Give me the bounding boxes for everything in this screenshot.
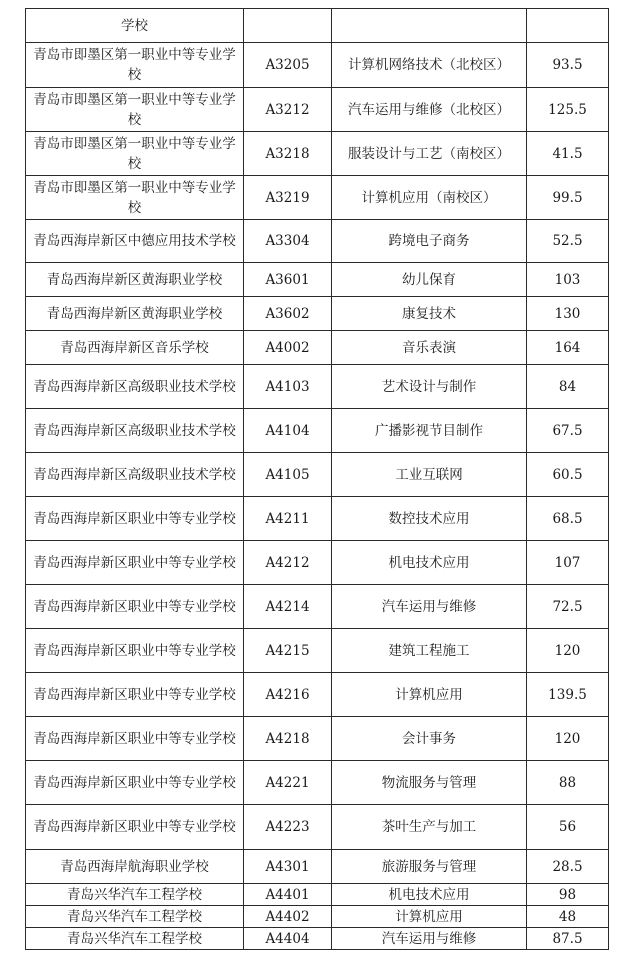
- table-row: [26, 541, 609, 585]
- score-cell: 41.5: [527, 132, 609, 176]
- major-cell: 艺术设计与制作: [332, 365, 527, 409]
- code-cell: A4103: [244, 365, 332, 409]
- table-row: [26, 365, 609, 409]
- table-row: [26, 585, 609, 629]
- table-row: [26, 805, 609, 850]
- code-cell: A4301: [244, 850, 332, 884]
- school-cell: 青岛西海岸新区高级职业技术学校: [26, 409, 244, 453]
- code-cell: A4212: [244, 541, 332, 585]
- score-cell: 164: [527, 331, 609, 365]
- score-cell: 93.5: [527, 43, 609, 88]
- major-cell: 计算机应用（南校区）: [332, 176, 527, 220]
- score-cell: 130: [527, 297, 609, 331]
- score-cell: 98: [527, 884, 609, 906]
- code-cell: A4214: [244, 585, 332, 629]
- table-row: [26, 717, 609, 761]
- score-cell: [527, 9, 609, 43]
- code-cell: A3205: [244, 43, 332, 88]
- code-cell: A3601: [244, 263, 332, 297]
- major-cell: 广播影视节目制作: [332, 409, 527, 453]
- school-cell: 青岛西海岸新区职业中等专业学校: [26, 541, 244, 585]
- code-cell: A4104: [244, 409, 332, 453]
- code-cell: A4211: [244, 497, 332, 541]
- code-cell: A4216: [244, 673, 332, 717]
- major-cell: 会计事务: [332, 717, 527, 761]
- score-cell: 103: [527, 263, 609, 297]
- major-cell: 服装设计与工艺（南校区）: [332, 132, 527, 176]
- table-row: [26, 176, 609, 220]
- major-cell: 旅游服务与管理: [332, 850, 527, 884]
- table-row: [26, 884, 609, 906]
- score-cell: 28.5: [527, 850, 609, 884]
- major-cell: 建筑工程施工: [332, 629, 527, 673]
- school-cell: 学校: [26, 9, 244, 43]
- school-cell: 青岛市即墨区第一职业中等专业学校: [26, 43, 244, 88]
- school-cell: 青岛市即墨区第一职业中等专业学校: [26, 132, 244, 176]
- code-cell: A4404: [244, 928, 332, 950]
- table-row: [26, 629, 609, 673]
- school-cell: 青岛兴华汽车工程学校: [26, 884, 244, 906]
- major-cell: 物流服务与管理: [332, 761, 527, 805]
- code-cell: A4401: [244, 884, 332, 906]
- score-cell: 125.5: [527, 88, 609, 132]
- school-cell: 青岛西海岸新区职业中等专业学校: [26, 585, 244, 629]
- code-cell: A3304: [244, 220, 332, 263]
- major-cell: 机电技术应用: [332, 541, 527, 585]
- major-cell: 幼儿保育: [332, 263, 527, 297]
- table-row: [26, 331, 609, 365]
- code-cell: A3219: [244, 176, 332, 220]
- school-cell: 青岛兴华汽车工程学校: [26, 928, 244, 950]
- school-cell: 青岛西海岸新区职业中等专业学校: [26, 805, 244, 850]
- code-cell: [244, 9, 332, 43]
- score-cell: 48: [527, 906, 609, 928]
- school-cell: 青岛西海岸新区高级职业技术学校: [26, 365, 244, 409]
- school-cell: 青岛西海岸新区音乐学校: [26, 331, 244, 365]
- score-cell: 56: [527, 805, 609, 850]
- school-cell: 青岛西海岸新区职业中等专业学校: [26, 497, 244, 541]
- school-cell: 青岛西海岸新区职业中等专业学校: [26, 673, 244, 717]
- score-cell: 120: [527, 629, 609, 673]
- table-row: [26, 453, 609, 497]
- table-row: [26, 43, 609, 88]
- code-cell: A4215: [244, 629, 332, 673]
- school-cell: 青岛西海岸新区中德应用技术学校: [26, 220, 244, 263]
- major-cell: 计算机应用: [332, 673, 527, 717]
- score-cell: 72.5: [527, 585, 609, 629]
- major-cell: 机电技术应用: [332, 884, 527, 906]
- table-row: [26, 9, 609, 43]
- score-cell: 88: [527, 761, 609, 805]
- school-cell: 青岛市即墨区第一职业中等专业学校: [26, 176, 244, 220]
- school-cell: 青岛兴华汽车工程学校: [26, 906, 244, 928]
- table-row: [26, 850, 609, 884]
- score-cell: 84: [527, 365, 609, 409]
- code-cell: A4223: [244, 805, 332, 850]
- score-cell: 120: [527, 717, 609, 761]
- school-cell: 青岛西海岸新区高级职业技术学校: [26, 453, 244, 497]
- score-cell: 99.5: [527, 176, 609, 220]
- table-row: [26, 761, 609, 805]
- score-cell: 67.5: [527, 409, 609, 453]
- code-cell: A3218: [244, 132, 332, 176]
- table-row: [26, 132, 609, 176]
- school-cell: 青岛西海岸航海职业学校: [26, 850, 244, 884]
- school-cell: 青岛市即墨区第一职业中等专业学校: [26, 88, 244, 132]
- table-row: [26, 88, 609, 132]
- table-row: [26, 220, 609, 263]
- table-row: [26, 928, 609, 950]
- score-cell: 107: [527, 541, 609, 585]
- table-row: [26, 906, 609, 928]
- major-cell: 汽车运用与维修: [332, 928, 527, 950]
- table-row: [26, 297, 609, 331]
- school-cell: 青岛西海岸新区职业中等专业学校: [26, 717, 244, 761]
- major-cell: 计算机应用: [332, 906, 527, 928]
- major-cell: 汽车运用与维修: [332, 585, 527, 629]
- code-cell: A3212: [244, 88, 332, 132]
- major-cell: 跨境电子商务: [332, 220, 527, 263]
- school-cell: 青岛西海岸新区黄海职业学校: [26, 297, 244, 331]
- major-cell: 音乐表演: [332, 331, 527, 365]
- major-cell: 数控技术应用: [332, 497, 527, 541]
- code-cell: A3602: [244, 297, 332, 331]
- major-cell: 计算机网络技术（北校区）: [332, 43, 527, 88]
- admission-score-table: [25, 8, 609, 950]
- code-cell: A4105: [244, 453, 332, 497]
- code-cell: A4002: [244, 331, 332, 365]
- school-cell: 青岛西海岸新区职业中等专业学校: [26, 761, 244, 805]
- school-cell: 青岛西海岸新区黄海职业学校: [26, 263, 244, 297]
- score-cell: 60.5: [527, 453, 609, 497]
- score-cell: 68.5: [527, 497, 609, 541]
- major-cell: 康复技术: [332, 297, 527, 331]
- score-cell: 139.5: [527, 673, 609, 717]
- table-row: [26, 497, 609, 541]
- score-cell: 52.5: [527, 220, 609, 263]
- major-cell: 汽车运用与维修（北校区）: [332, 88, 527, 132]
- score-cell: 87.5: [527, 928, 609, 950]
- major-cell: [332, 9, 527, 43]
- code-cell: A4218: [244, 717, 332, 761]
- table-row: [26, 263, 609, 297]
- code-cell: A4402: [244, 906, 332, 928]
- major-cell: 工业互联网: [332, 453, 527, 497]
- major-cell: 茶叶生产与加工: [332, 805, 527, 850]
- code-cell: A4221: [244, 761, 332, 805]
- table-row: [26, 673, 609, 717]
- table-body: [26, 9, 609, 950]
- table-row: [26, 409, 609, 453]
- school-cell: 青岛西海岸新区职业中等专业学校: [26, 629, 244, 673]
